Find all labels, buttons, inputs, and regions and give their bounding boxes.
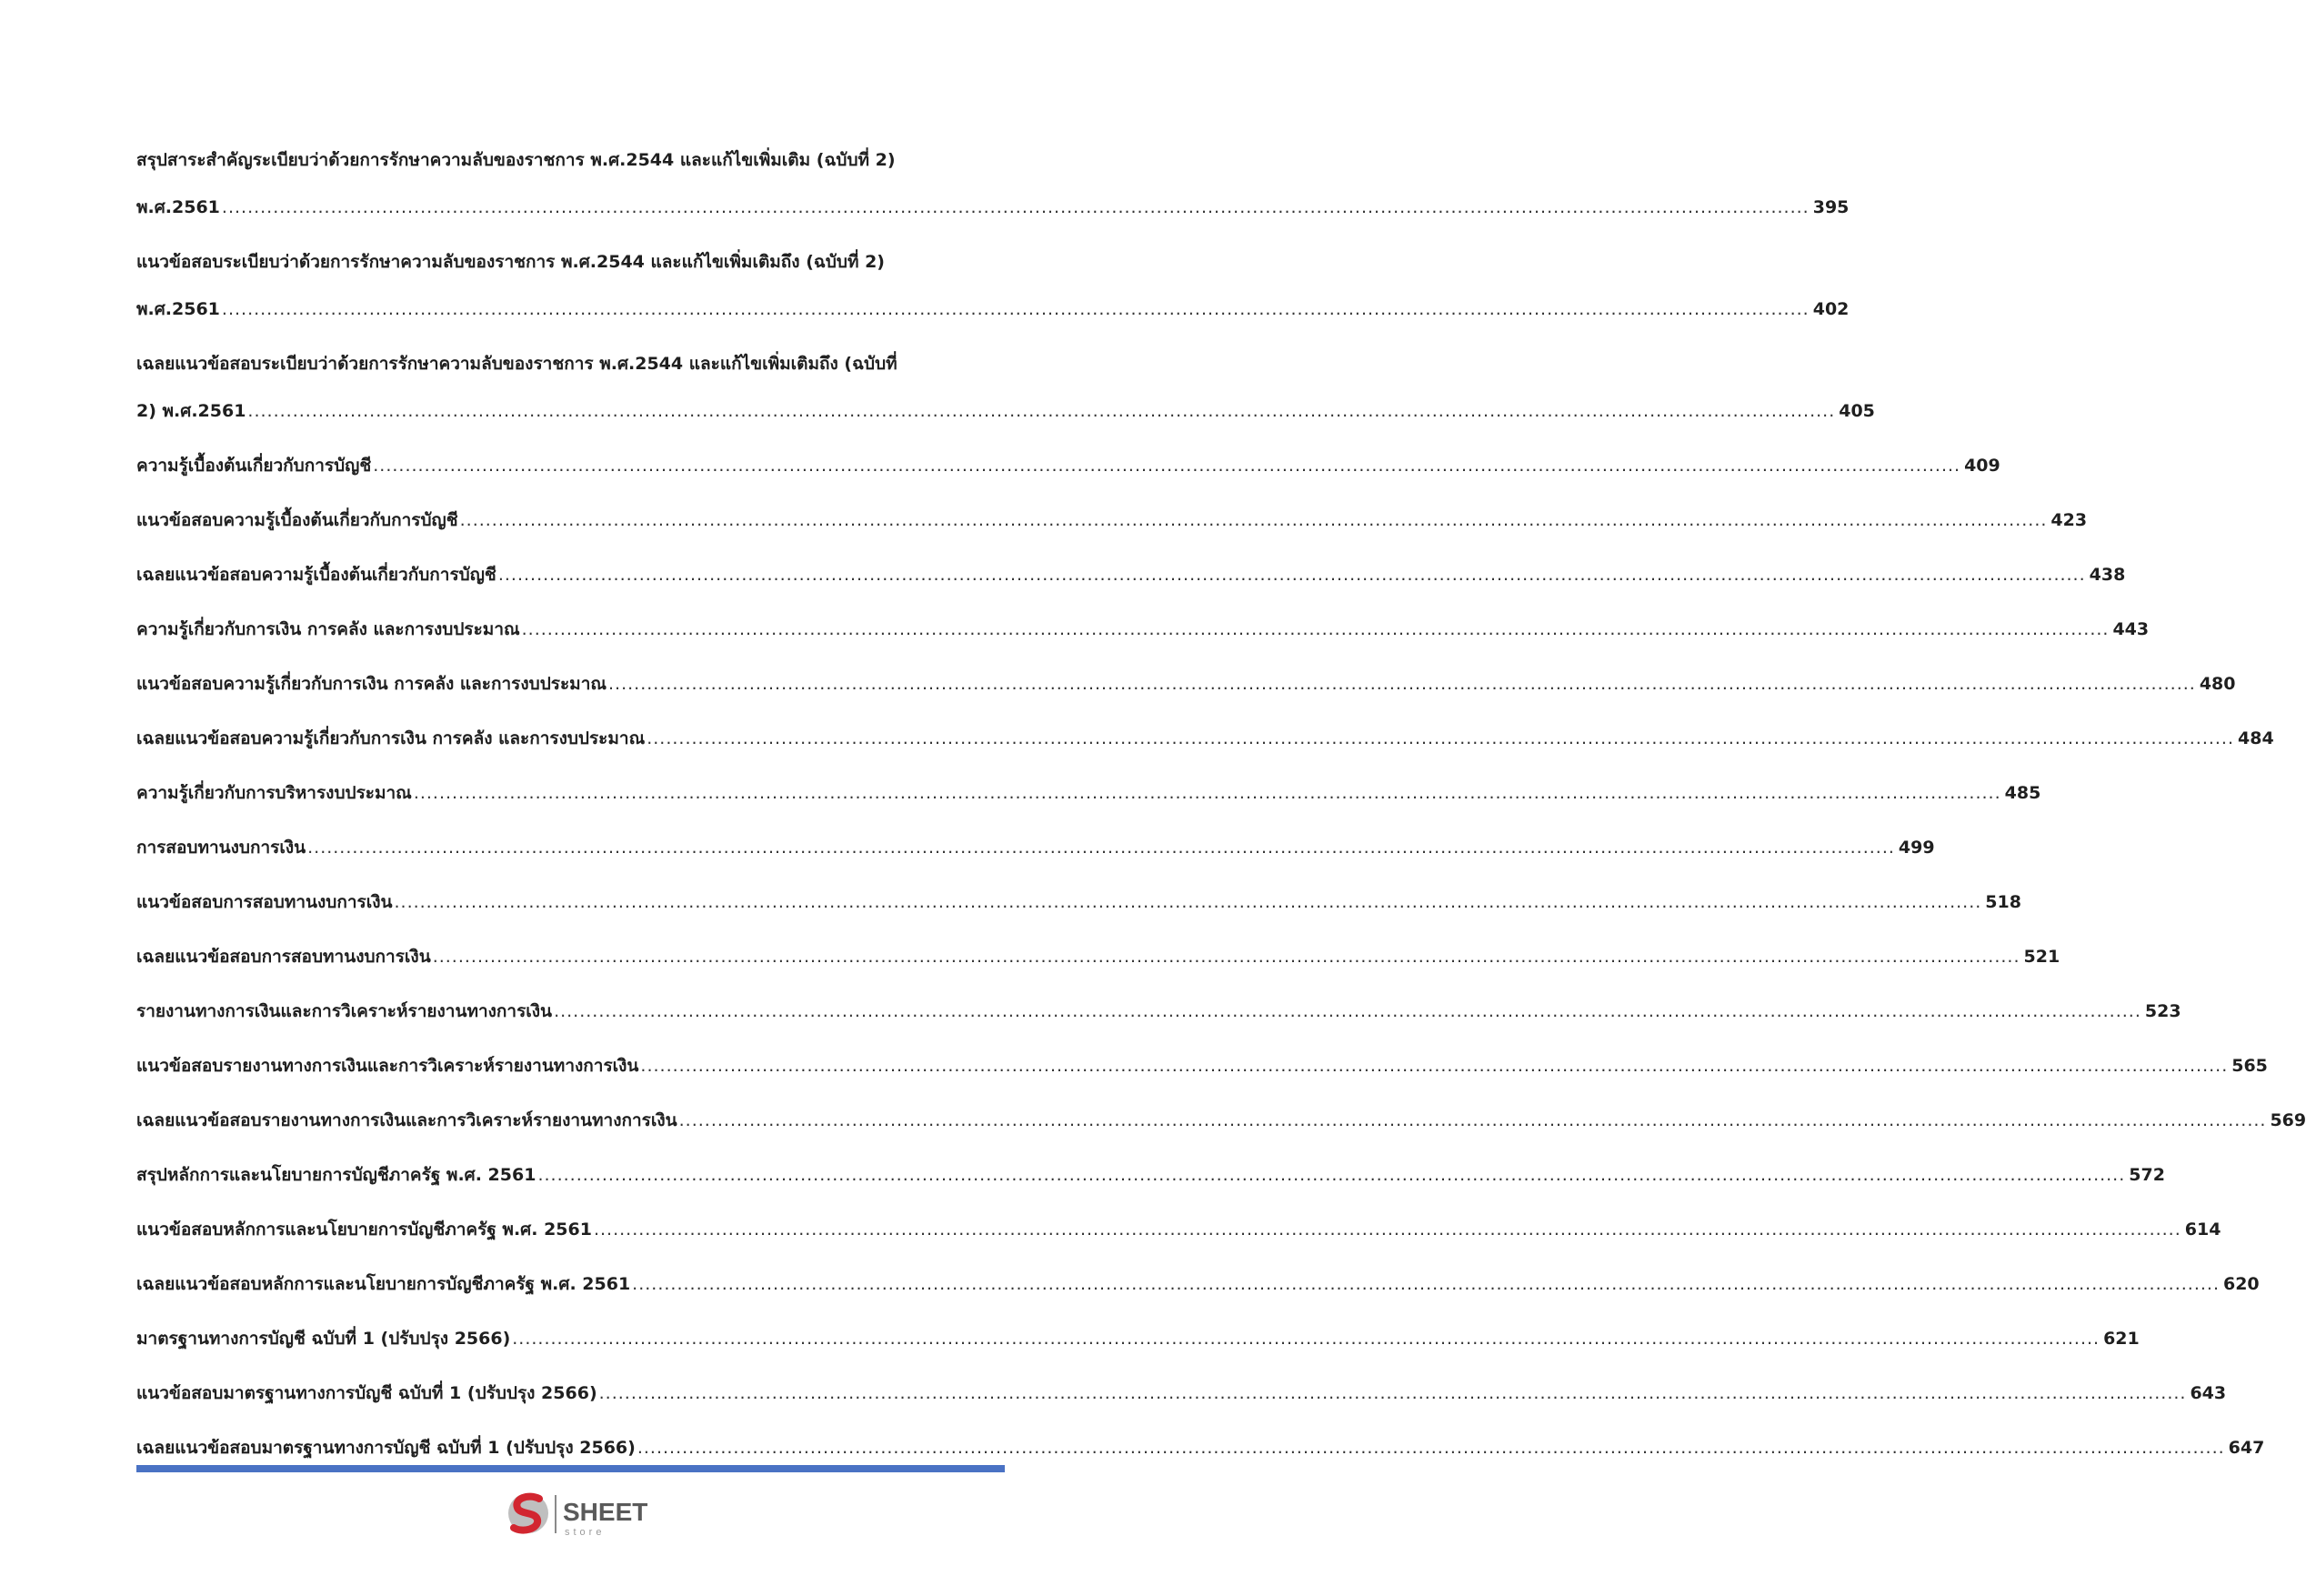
toc-entry-title: เฉลยแนวข้อสอบการสอบทานงบการเงิน — [136, 947, 431, 967]
toc-entry-title: การสอบทานงบการเงิน — [136, 838, 306, 858]
sheet-store-logo — [505, 1488, 659, 1539]
toc-entry[interactable] — [136, 442, 2000, 489]
toc-page-number: 402 — [1812, 299, 1850, 319]
toc-entry[interactable] — [136, 340, 1875, 435]
toc-entry[interactable] — [136, 715, 2274, 762]
toc-entry[interactable] — [136, 878, 2021, 926]
toc-page-number: 521 — [2023, 947, 2060, 967]
toc-entry-title: 2) พ.ศ.2561 — [136, 401, 246, 421]
toc-entry[interactable] — [136, 1315, 2140, 1362]
toc-page-number: 572 — [2129, 1165, 2165, 1185]
toc-leader-dots — [433, 933, 2020, 980]
toc-entry[interactable] — [136, 1042, 2268, 1089]
toc-leader-dots — [599, 1370, 2187, 1417]
toc-entry-title: เฉลยแนวข้อสอบหลักการและนโยบายการบัญชีภาครัฐ พ.ศ. 2561 — [136, 1274, 631, 1294]
toc-leader-dots — [512, 1315, 2100, 1362]
toc-entry-title: ความรู้เกี่ยวกับการเงิน การคลัง และการงบประมาณ — [136, 619, 520, 639]
toc-page-number: 480 — [2199, 674, 2236, 694]
toc-entry[interactable] — [136, 238, 1850, 333]
toc-page-number: 405 — [1839, 401, 1875, 421]
toc-page-number: 647 — [2228, 1438, 2265, 1458]
toc-entry[interactable] — [136, 1097, 2306, 1144]
toc-page-number: 395 — [1812, 197, 1850, 217]
toc-entry[interactable] — [136, 824, 1935, 871]
toc-entry-title: เฉลยแนวข้อสอบรายงานทางการเงินและการวิเคราะห์รายงานทางการเงิน — [136, 1110, 677, 1130]
toc-leader-dots — [554, 988, 2141, 1035]
toc-leader-dots — [594, 1206, 2181, 1253]
sheet-store-logo-icon — [505, 1488, 659, 1539]
toc-page-number: 423 — [2050, 510, 2088, 530]
toc-entry[interactable] — [136, 1151, 2165, 1199]
brand-sub-text: store — [565, 1527, 606, 1538]
toc-entry[interactable] — [136, 1370, 2227, 1417]
toc-entry-title: แนวข้อสอบหลักการและนโยบายการบัญชีภาครัฐ พ.ศ. 2561 — [136, 1220, 592, 1240]
toc-page-number: 569 — [2270, 1110, 2306, 1130]
toc-leader-dots — [247, 387, 1835, 435]
toc-entry-title: เฉลยแนวข้อสอบความรู้เบื้องต้นเกี่ยวกับการบัญชี — [136, 565, 496, 585]
toc-page-number: 621 — [2103, 1329, 2140, 1349]
toc-leader-dots — [679, 1097, 2267, 1144]
toc-page-number: 643 — [2190, 1383, 2227, 1403]
toc-leader-dots — [460, 497, 2048, 544]
toc-entry-title: พ.ศ.2561 — [136, 197, 220, 217]
toc-page-number: 499 — [1898, 838, 1935, 858]
toc-entry-title: แนวข้อสอบรายงานทางการเงินและการวิเคราะห์รายงานทางการเงิน — [136, 1056, 639, 1076]
toc-entry-title: แนวข้อสอบการสอบทานงบการเงิน — [136, 892, 393, 912]
footer-divider — [136, 1465, 1005, 1472]
toc-entry-title: แนวข้อสอบความรู้เบื้องต้นเกี่ยวกับการบัญชี — [136, 510, 458, 530]
toc-entry-title: แนวข้อสอบความรู้เกี่ยวกับการเงิน การคลัง และการงบประมาณ — [136, 674, 607, 694]
toc-page-number: 565 — [2231, 1056, 2268, 1076]
toc-entry-title-line: เฉลยแนวข้อสอบระเบียบว่าด้วยการรักษาความลับของราชการ พ.ศ.2544 และแก้ไขเพิ่มเติมถึง (ฉบับที่ — [136, 354, 897, 374]
toc-page-number: 485 — [2004, 783, 2041, 803]
toc-entry[interactable] — [136, 988, 2181, 1035]
toc-entry[interactable] — [136, 933, 2060, 980]
toc-entry[interactable] — [136, 1206, 2221, 1253]
toc-entry-title: เฉลยแนวข้อสอบมาตรฐานทางการบัญชี ฉบับที่ 1 (ปรับปรุง 2566) — [136, 1438, 636, 1458]
toc-leader-dots — [394, 878, 1981, 926]
toc-leader-dots — [632, 1260, 2220, 1308]
toc-entry-title: แนวข้อสอบมาตรฐานทางการบัญชี ฉบับที่ 1 (ปรับปรุง 2566) — [136, 1383, 597, 1403]
toc-leader-dots — [522, 606, 2110, 653]
toc-entry[interactable] — [136, 660, 2236, 708]
toc-entry[interactable] — [136, 1260, 2260, 1308]
toc-entry-title-line: แนวข้อสอบระเบียบว่าด้วยการรักษาความลับของราชการ พ.ศ.2544 และแก้ไขเพิ่มเติมถึง (ฉบับที่ 2) — [136, 252, 885, 272]
toc-entry-title: รายงานทางการเงินและการวิเคราะห์รายงานทางการเงิน — [136, 1001, 553, 1021]
toc-entry[interactable] — [136, 551, 2126, 598]
toc-entry-title: พ.ศ.2561 — [136, 299, 220, 319]
toc-leader-dots — [373, 442, 1960, 489]
toc-page-number: 614 — [2184, 1220, 2221, 1240]
toc-page-number: 518 — [1985, 892, 2021, 912]
toc-entry[interactable] — [136, 769, 2041, 817]
table-of-contents — [136, 136, 2306, 1479]
toc-entry-title: มาตรฐานทางการบัญชี ฉบับที่ 1 (ปรับปรุง 2566) — [136, 1329, 511, 1349]
toc-entry-title: ความรู้เบื้องต้นเกี่ยวกับการบัญชี — [136, 456, 372, 476]
toc-entry[interactable] — [136, 136, 1850, 231]
toc-leader-dots — [498, 551, 2086, 598]
toc-leader-dots — [222, 286, 1810, 333]
toc-leader-dots — [640, 1042, 2228, 1089]
toc-leader-dots — [414, 769, 2001, 817]
toc-entry[interactable] — [136, 497, 2088, 544]
toc-page-number: 438 — [2089, 565, 2126, 585]
toc-entry-title-line: สรุปสาระสำคัญระเบียบว่าด้วยการรักษาความลับของราชการ พ.ศ.2544 และแก้ไขเพิ่มเติม (ฉบับที่ 2) — [136, 150, 896, 170]
toc-page-number: 409 — [1964, 456, 2000, 476]
toc-page-number: 523 — [2144, 1001, 2181, 1021]
toc-entry-title: เฉลยแนวข้อสอบความรู้เกี่ยวกับการเงิน การคลัง และการงบประมาณ — [136, 728, 646, 748]
brand-main-text: SHEET — [563, 1498, 648, 1526]
toc-leader-dots — [647, 715, 2234, 762]
toc-leader-dots — [537, 1151, 2125, 1199]
toc-entry[interactable] — [136, 606, 2150, 653]
toc-page-number: 443 — [2112, 619, 2150, 639]
toc-leader-dots — [608, 660, 2196, 708]
toc-entry-title: สรุปหลักการและนโยบายการบัญชีภาครัฐ พ.ศ. 2561 — [136, 1165, 536, 1185]
toc-leader-dots — [222, 184, 1810, 231]
toc-page-number: 484 — [2238, 728, 2274, 748]
toc-page-number: 620 — [2222, 1274, 2260, 1294]
toc-entry-title: ความรู้เกี่ยวกับการบริหารงบประมาณ — [136, 783, 412, 803]
toc-leader-dots — [307, 824, 1895, 871]
